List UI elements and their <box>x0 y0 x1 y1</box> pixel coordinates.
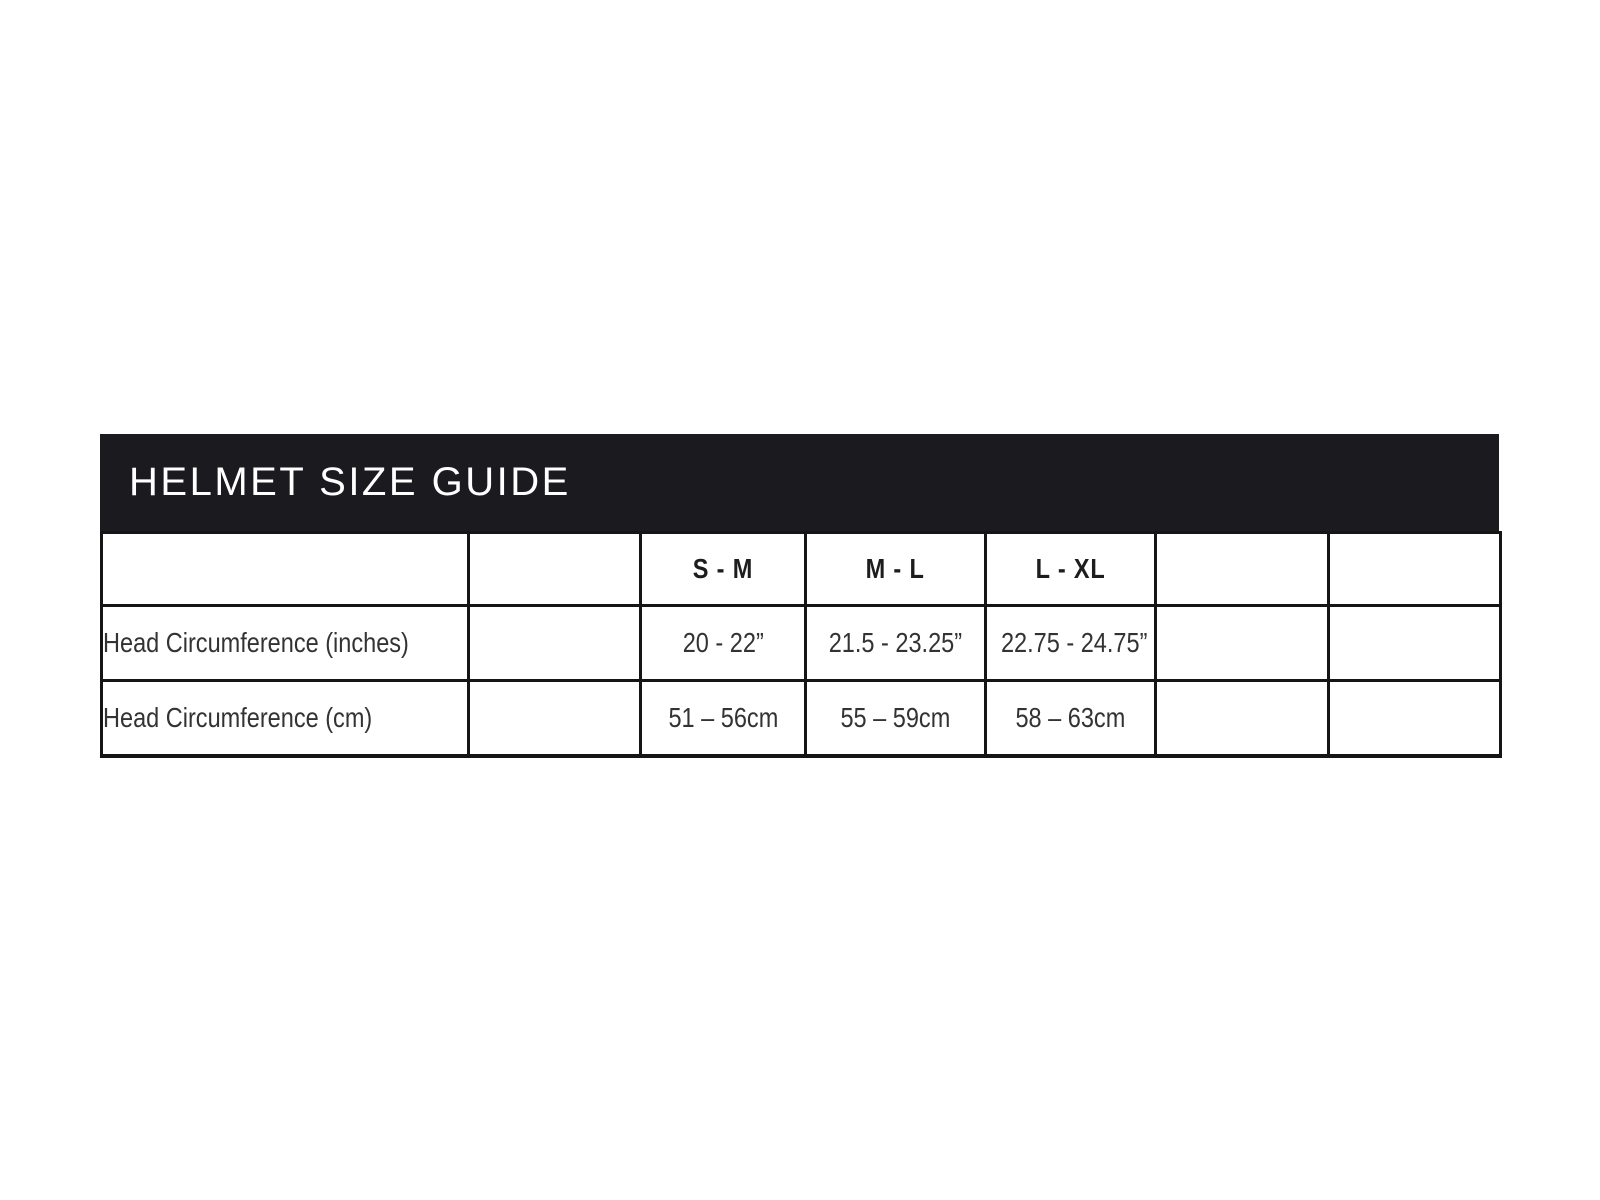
gray-cell <box>1329 606 1501 681</box>
size-header-row <box>102 533 1501 606</box>
value-text: 58 – 63cm <box>1015 702 1126 733</box>
row-label: Head Circumference (cm) <box>103 702 373 733</box>
row-label-cell <box>102 681 469 757</box>
gray-cell <box>1329 533 1501 606</box>
value-cell-cm-s-m <box>641 681 806 757</box>
value-text: 55 – 59cm <box>840 702 951 733</box>
row-label-cell <box>102 606 469 681</box>
value-text: 51 – 56cm <box>668 702 778 733</box>
value-cell-inches-s-m <box>641 606 806 681</box>
size-header-m-l <box>806 533 986 606</box>
size-header-s-m <box>641 533 806 606</box>
table-title: HELMET SIZE GUIDE <box>129 460 571 504</box>
gray-cell <box>1156 533 1329 606</box>
helmet-size-guide <box>100 434 1499 758</box>
value-text: 20 - 22” <box>682 627 764 658</box>
value-cell-inches-m-l <box>806 606 986 681</box>
size-header-l-xl <box>986 533 1156 606</box>
size-header-label: S - M <box>692 553 754 584</box>
value-text: 21.5 - 23.25” <box>828 627 963 658</box>
row-label: Head Circumference (inches) <box>103 627 409 658</box>
value-cell-inches-l-xl <box>986 606 1156 681</box>
value-cell-cm-l-xl <box>986 681 1156 757</box>
gray-cell <box>1329 681 1501 757</box>
gray-cell <box>1156 606 1329 681</box>
gray-cell <box>469 606 641 681</box>
table-row-cm <box>102 681 1501 757</box>
value-cell-cm-m-l <box>806 681 986 757</box>
size-header-label: L - XL <box>1035 553 1106 584</box>
table-row-inches <box>102 606 1501 681</box>
title-bar <box>100 434 1499 531</box>
value-text: 22.75 - 24.75” <box>1000 627 1148 658</box>
gray-cell <box>1156 681 1329 757</box>
gray-cell <box>469 681 641 757</box>
gray-cell <box>469 533 641 606</box>
size-table <box>100 531 1502 758</box>
size-header-label: M - L <box>865 553 926 584</box>
empty-corner-cell <box>102 533 469 606</box>
